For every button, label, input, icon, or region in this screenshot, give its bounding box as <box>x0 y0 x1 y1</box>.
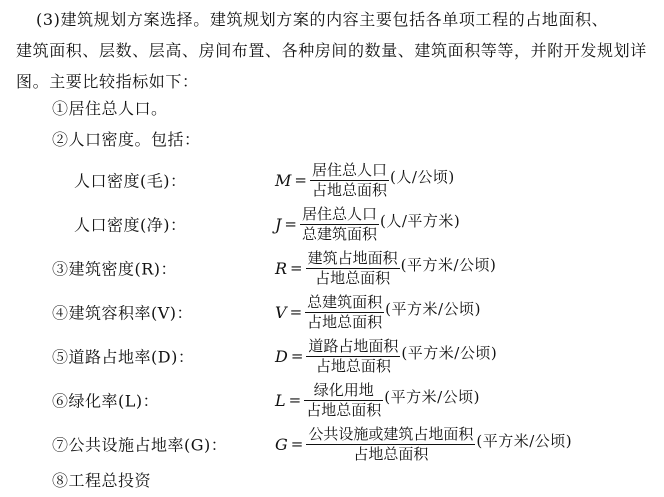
formula-numerator: 公共设施或建筑占地面积 <box>308 424 474 443</box>
formula <box>275 380 480 420</box>
formula-variable: G <box>275 434 288 454</box>
formula-unit: (平方米/公顷) <box>401 343 498 362</box>
formula-numerator: 绿化用地 <box>313 380 374 399</box>
formula-denominator: 占地总面积 <box>311 180 387 199</box>
formula-label: ⑥绿化率(L)： <box>52 391 160 411</box>
formula-denominator: 占地总面积 <box>306 400 382 419</box>
formula-row-public-facility-ratio <box>0 424 664 464</box>
formula-row-road-ratio <box>0 336 664 376</box>
formula-numerator: 居住总人口 <box>302 204 378 223</box>
formula-row-gross-density <box>0 160 664 200</box>
formula-numerator: 总建筑面积 <box>307 292 383 311</box>
formula-equals: = <box>290 259 303 277</box>
formula-row-net-density <box>0 204 664 244</box>
formula-fraction <box>300 206 379 243</box>
formula-denominator: 占地总面积 <box>315 356 391 375</box>
formula-numerator: 建筑占地面积 <box>307 248 398 267</box>
formula-fraction <box>306 250 400 287</box>
formula-variable: J <box>275 214 282 234</box>
formula-row-green-ratio <box>0 380 664 420</box>
formula-label: 人口密度(毛)： <box>74 171 187 191</box>
formula-label: ④建筑容积率(V)： <box>52 303 194 323</box>
formula-fraction <box>305 294 384 331</box>
formula-variable: L <box>275 390 286 410</box>
formula-fraction <box>304 382 383 419</box>
formula-unit: (人/公顷) <box>389 167 455 186</box>
formula-unit: (平方米/公顷) <box>384 387 480 406</box>
formula-label: ⑤道路占地率(D)： <box>52 347 195 367</box>
formula-denominator: 占地总面积 <box>307 312 383 331</box>
formula-unit: (平方米/公顷) <box>400 255 497 274</box>
formula-unit: (人/平方米) <box>380 211 461 230</box>
formula <box>275 248 496 288</box>
formula <box>275 336 497 376</box>
formula-variable: R <box>275 258 288 278</box>
formula <box>275 160 455 200</box>
formula-variable: D <box>275 346 288 366</box>
intro-paragraph <box>16 4 660 97</box>
formula-fraction <box>310 162 389 199</box>
formula-unit: (平方米/公顷) <box>385 299 481 318</box>
formula-numerator: 居住总人口 <box>311 160 387 179</box>
paragraph-line-1: (3)建筑规划方案选择。建筑规划方案的内容主要包括各单项工程的占地面积、 <box>36 10 609 29</box>
formula-equals: = <box>294 171 307 189</box>
formula-variable: M <box>275 170 292 190</box>
formula-denominator: 占地总面积 <box>353 444 429 463</box>
formula-equals: = <box>288 391 302 409</box>
formula-equals: = <box>290 347 304 365</box>
formula-unit: (平方米/公顷) <box>476 431 573 450</box>
formula-row-floor-area-ratio <box>0 292 664 332</box>
formula <box>275 292 481 332</box>
formula-variable: V <box>275 302 287 322</box>
formula <box>275 424 572 464</box>
formula-numerator: 道路占地面积 <box>308 336 399 355</box>
paragraph-line-3: 图。主要比较指标如下： <box>16 72 199 91</box>
formula-denominator: 占地总面积 <box>315 268 391 287</box>
formula-fraction <box>306 426 475 463</box>
formula-denominator: 总建筑面积 <box>302 224 378 243</box>
item-total-population: ①居住总人口。 <box>52 99 168 118</box>
formula-fraction <box>306 338 400 375</box>
formula-label: ③建筑密度(R)： <box>52 259 178 279</box>
formula-equals: = <box>289 303 303 321</box>
formula-row-building-density <box>0 248 664 288</box>
paragraph-line-2: 建筑面积、层数、层高、房间布置、各种房间的数量、建筑面积等等，并附开发规划详 <box>16 41 647 60</box>
formula-equals: = <box>290 435 304 453</box>
formula-label: 人口密度(净)： <box>74 215 187 235</box>
item-total-investment: ⑧工程总投资 <box>52 471 152 490</box>
formula-equals: = <box>284 215 297 233</box>
formula-label: ⑦公共设施占地率(G)： <box>52 435 228 455</box>
formula <box>275 204 460 244</box>
item-population-density: ②人口密度。包括： <box>52 130 201 149</box>
